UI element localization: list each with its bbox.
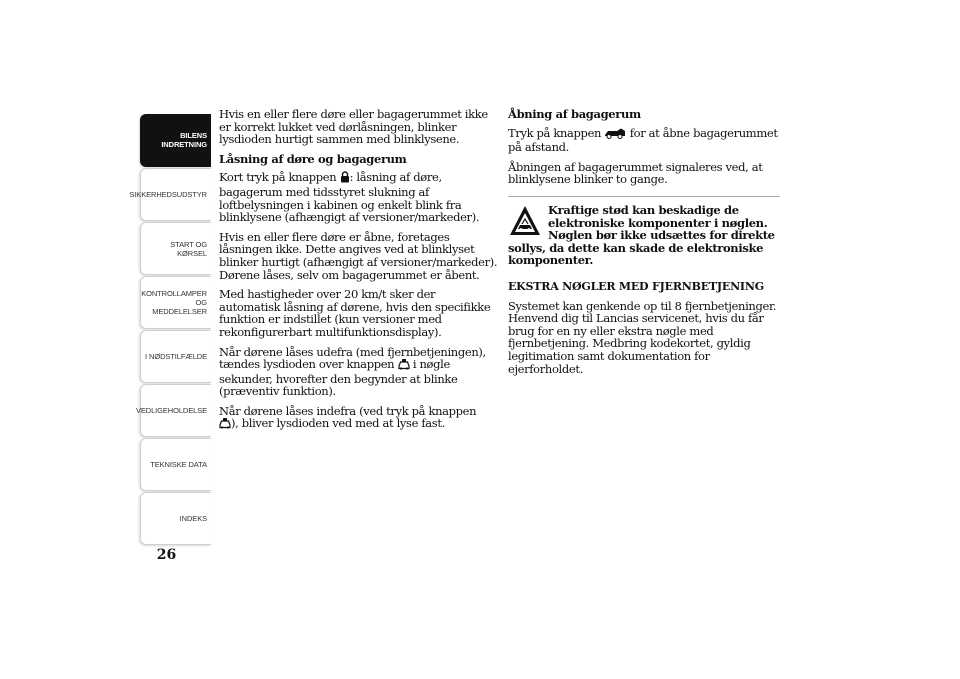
text: : låsning af døre, bagagerum med tidsstyret slukning af loftbelysningen i kabinen og enkelt blink fra blinklysene (afhængigt af versioner/markeder).: [219, 170, 480, 225]
text: Kort tryk på knappen: [219, 170, 337, 185]
tab-start-og-korsel[interactable]: [140, 222, 211, 275]
warning-box: [508, 204, 780, 267]
paragraph: Med hastigheder over 20 km/t sker der automatisk låsning af dørene, hvis den specifikke funktion er indstillet (kun versioner med rekonfigurerbart multifunktionsdisplay).: [219, 287, 491, 339]
tab-i-nodstilfaelde[interactable]: [140, 330, 211, 383]
text: Når dørene låses udefra (med fjernbetjeningen), tændes lysdioden over knappen: [219, 344, 486, 372]
paragraph: [219, 171, 499, 223]
paragraph: Hvis en eller flere døre er åbne, foretages låsningen ikke. Dette angives ved at blinklyset blinker hurtigt (afhængigt af versioner/markeder). Dørene låses, selv om bagagerummet er åbent.: [219, 229, 498, 282]
section-heading-lock: Låsning af døre og bagagerum: [219, 151, 407, 166]
tab-indeks[interactable]: [140, 492, 211, 545]
car-trunk-icon: [604, 128, 626, 142]
divider: [508, 196, 780, 197]
tab-label: KONTROLLAMPER OG MEDDELELSER: [141, 289, 207, 316]
warning-triangle-icon: [508, 204, 542, 238]
section-heading-trunk: Åbning af bagagerum: [508, 107, 641, 121]
tab-sikkerhedsudstyr[interactable]: [129, 168, 211, 221]
text: for at åbne bagagerummet på afstand.: [508, 125, 778, 155]
padlock-icon: [340, 171, 350, 186]
text: ), bliver lysdioden ved med at lyse fast.: [231, 416, 445, 431]
paragraph: Åbningen af bagagerummet signaleres ved, at blinklysene blinker to gange.: [508, 159, 763, 187]
left-column: [219, 108, 499, 439]
paragraph: [219, 405, 499, 432]
tab-label: BILENS INDRETNING: [161, 131, 207, 149]
tab-label: INDEKS: [179, 514, 207, 523]
tab-label: SIKKERHEDSUDSTYR: [129, 190, 207, 199]
paragraph: Hvis en eller flere døre eller bagagerummet ikke er korrekt lukket ved dørlåsningen, blinker lysdioden hurtigt sammen med blinklysene.: [219, 107, 488, 147]
tab-label: TEKNISKE DATA: [150, 460, 207, 469]
text: Tryk på knappen: [508, 125, 602, 140]
paragraph: [508, 127, 780, 154]
right-column: [508, 108, 780, 382]
text: i nøgle sekunder, hvorefter den begynder at blinke (præventiv funktion).: [219, 357, 458, 399]
tab-label: I NØDSTILFÆLDE: [145, 352, 207, 361]
tab-vedligeholdelse[interactable]: [135, 384, 211, 437]
tab-label: VEDLIGEHOLDELSE: [135, 406, 207, 415]
paragraph: [219, 346, 499, 398]
tab-label: START OG KØRSEL: [170, 239, 207, 258]
car-lock-icon: [398, 358, 410, 373]
tab-bilens-indretning[interactable]: [140, 114, 211, 167]
tab-tekniske-data[interactable]: [140, 438, 211, 491]
warning-text: Kraftige stød kan beskadige de elektroniske komponenter i nøglen. Nøglen bør ikke udsættes for direkte sollys, da dette kan skade de elektroniske komponenter.: [508, 202, 775, 268]
section-heading-extra-keys: EKSTRA NØGLER MED FJERNBETJENING: [508, 279, 764, 293]
text: Når dørene låses indefra (ved tryk på knappen: [219, 403, 477, 418]
paragraph: Systemet kan genkende op til 8 fjernbetjeninger. Henvend dig til Lancias servicenet, hvis du får brug for en ny eller ekstra nøgle med fjernbetjening. Medbring kodekortet, gyldig legitimation samt dokumentation for ejerforholdet.: [508, 298, 777, 376]
car-lock-icon: [219, 417, 231, 432]
page-number: 26: [156, 547, 177, 563]
tab-kontrollamper[interactable]: [140, 276, 211, 329]
